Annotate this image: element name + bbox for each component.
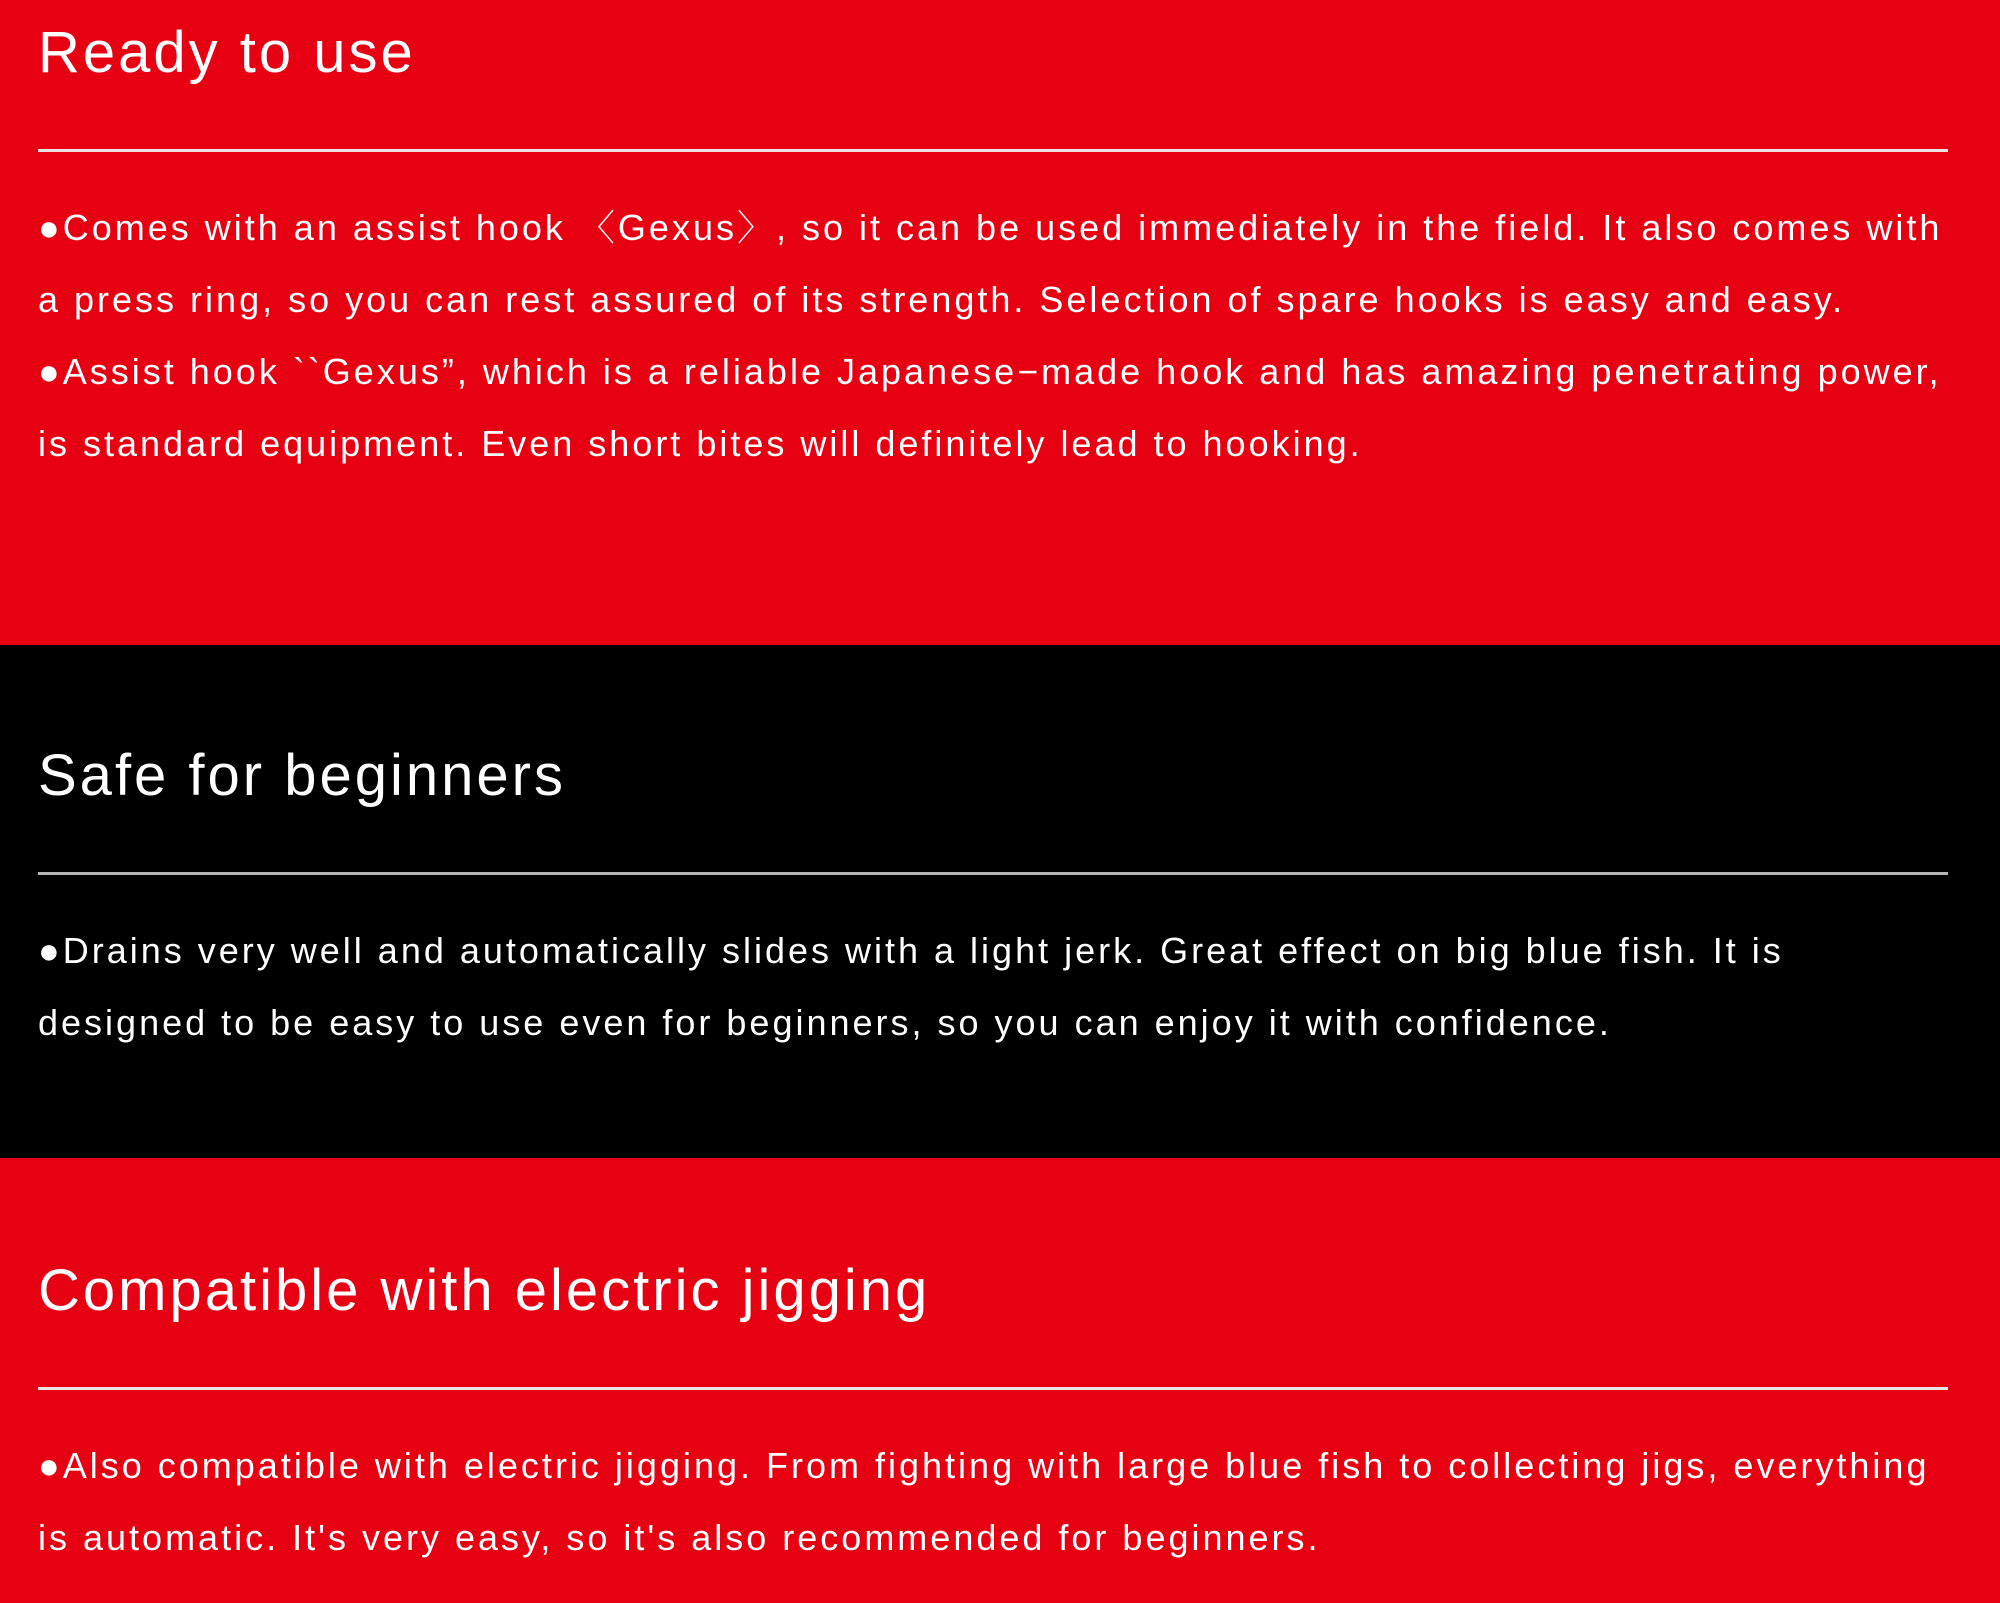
electric-jigging-body	[38, 1430, 1948, 1574]
feature-paragraph: ●Drains very well and automatically slides with a light jerk. Great effect on big blue fish. It is designed to be easy to use even for beginners, so you can enjoy it with confidence.	[38, 929, 1784, 1043]
feature-paragraph: ●Also compatible with electric jigging. From fighting with large blue fish to collecting jigs, everything is automatic. It's very easy, so it's also recommended for beginners.	[38, 1444, 1930, 1558]
section-ready-to-use	[0, 0, 2000, 645]
section-divider	[38, 149, 1948, 152]
section-safe-for-beginners	[0, 645, 2000, 1158]
electric-jigging-heading: Compatible with electric jigging	[38, 1258, 931, 1323]
safe-for-beginners-body	[38, 915, 1948, 1059]
section-divider	[38, 872, 1948, 875]
safe-for-beginners-heading: Safe for beginners	[38, 743, 566, 808]
section-divider	[38, 1387, 1948, 1390]
feature-paragraph: ●Assist hook ``Gexus”, which is a reliable Japanese−made hook and has amazing penetrating power, is standard equipment. Even short bites will definitely lead to hooking.	[38, 350, 1942, 464]
section-electric-jigging	[0, 1158, 2000, 1603]
ready-to-use-body	[38, 192, 1948, 480]
feature-paragraph: ●Comes with an assist hook 〈Gexus〉, so it can be used immediately in the field. It also comes with a press ring, so you can rest assured of its strength. Selection of spare hooks is easy and easy.	[38, 206, 1943, 320]
ready-to-use-heading: Ready to use	[38, 20, 416, 85]
